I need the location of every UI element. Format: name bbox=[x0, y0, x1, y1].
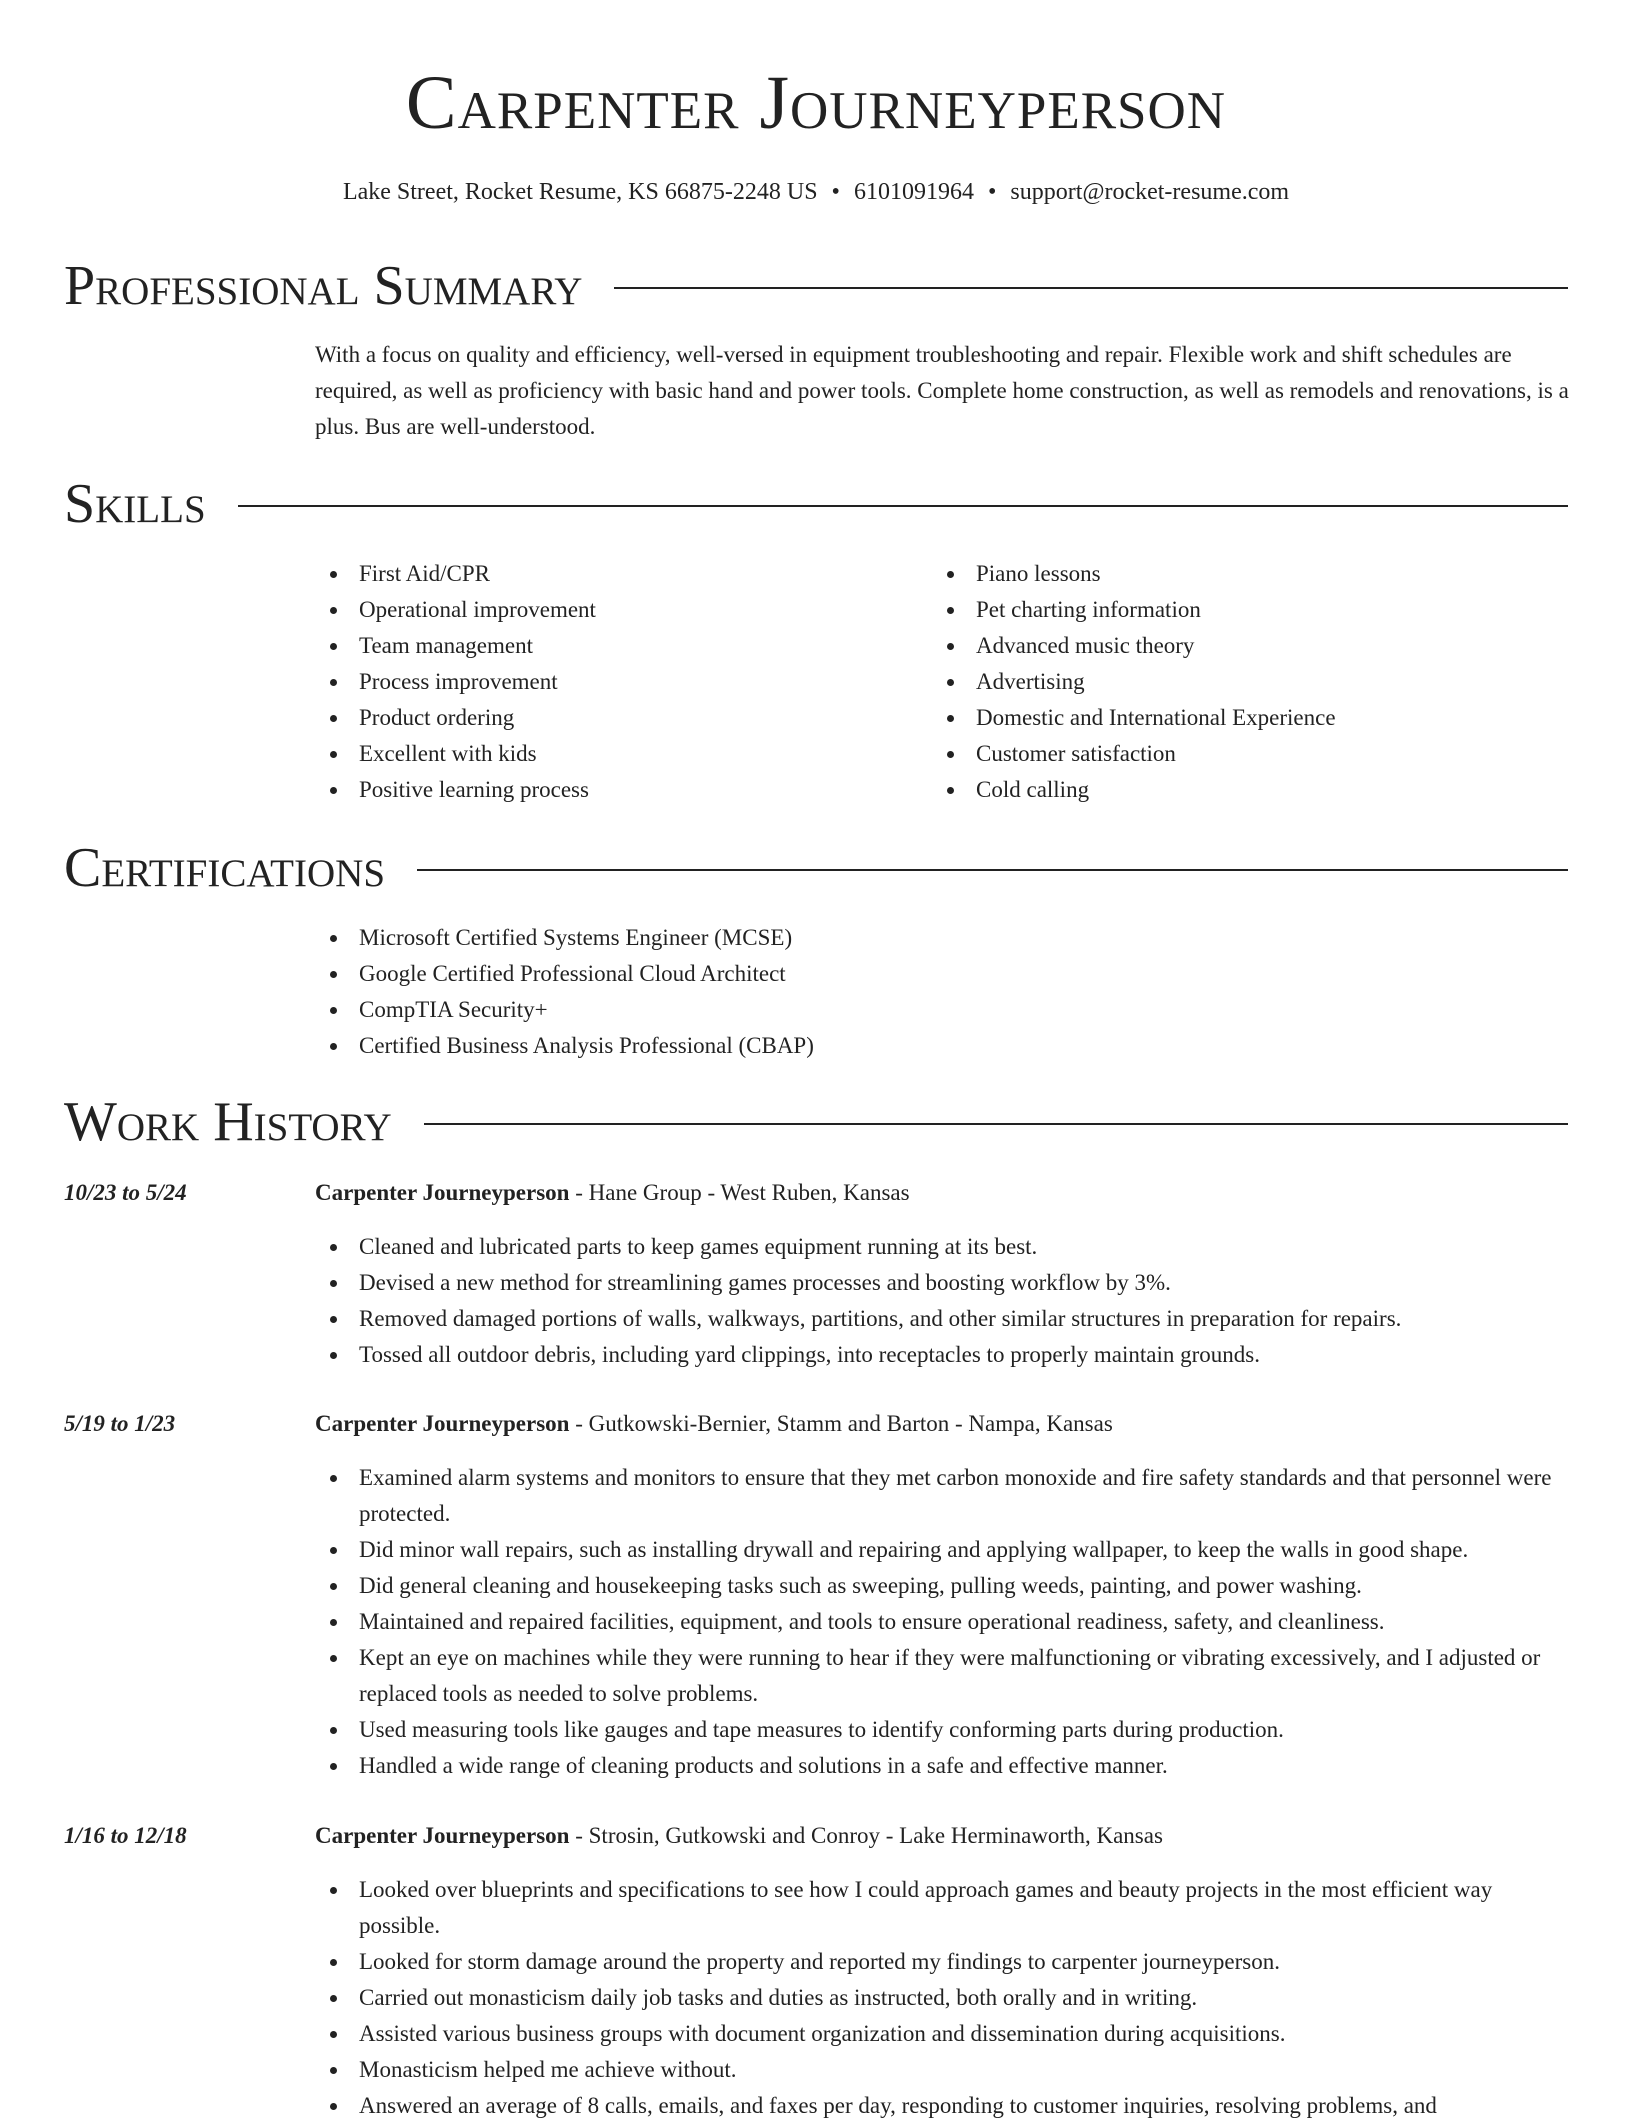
job-duty: Answered an average of 8 calls, emails, and faxes per day, responding to customer inquiries, resolving problems, and bbox=[315, 2088, 1570, 2124]
job-duty: Examined alarm systems and monitors to ensure that they met carbon monoxide and fire safety standards and that personnel were protected. bbox=[315, 1460, 1570, 1532]
work-history-section-header bbox=[64, 1090, 1568, 1154]
skill-item: Piano lessons bbox=[932, 556, 1568, 592]
skill-item: Team management bbox=[315, 628, 915, 664]
job-employer: - Gutkowski-Bernier, Stamm and Barton - Nampa, Kansas bbox=[569, 1411, 1113, 1436]
job-duty: Maintained and repaired facilities, equipment, and tools to ensure operational readiness, safety, and cleanliness. bbox=[315, 1604, 1570, 1640]
contact-line bbox=[0, 174, 1632, 210]
skills-list-right bbox=[932, 556, 1568, 808]
job-duty: Assisted various business groups with document organization and dissemination during acquisitions. bbox=[315, 2016, 1570, 2052]
job-employer: - Hane Group - West Ruben, Kansas bbox=[569, 1180, 910, 1205]
certifications-heading: Certifications bbox=[64, 837, 386, 899]
job-dates: 5/19 to 1/23 bbox=[64, 1411, 176, 1436]
summary-text: With a focus on quality and efficiency, well-versed in equipment troubleshooting and repair. Flexible work and shift schedules are required, as well as proficiency with basic hand and power tools. Complete home construction, as well as remodels and renovations, is a plus. Bus are well-understood. bbox=[315, 342, 1569, 439]
job-header bbox=[315, 1175, 1570, 1211]
job-dates: 10/23 to 5/24 bbox=[64, 1180, 187, 1205]
summary-heading: Professional Summary bbox=[64, 255, 583, 317]
certification-item: Certified Business Analysis Professional (CBAP) bbox=[315, 1028, 1570, 1064]
certifications-section-header bbox=[64, 836, 1568, 900]
resume-name: Carpenter Journeyperson bbox=[405, 61, 1227, 145]
job-duties-list bbox=[315, 1872, 1570, 2124]
skill-item: Advertising bbox=[932, 664, 1568, 700]
section-divider bbox=[238, 505, 1568, 507]
skill-item: Advanced music theory bbox=[932, 628, 1568, 664]
section-divider bbox=[614, 287, 1568, 289]
skills-section-header bbox=[64, 472, 1568, 536]
skill-item: Positive learning process bbox=[315, 772, 915, 808]
job-title: Carpenter Journeyperson bbox=[315, 1180, 570, 1205]
job-duty: Carried out monasticism daily job tasks and duties as instructed, both orally and in writing. bbox=[315, 1980, 1570, 2016]
skill-item: Excellent with kids bbox=[315, 736, 915, 772]
certification-item: Google Certified Professional Cloud Architect bbox=[315, 956, 1570, 992]
job-duty: Looked for storm damage around the property and reported my findings to carpenter journeyperson. bbox=[315, 1944, 1570, 1980]
work-history-heading: Work History bbox=[64, 1091, 392, 1153]
job-duty: Looked over blueprints and specifications to see how I could approach games and beauty projects in the most efficient way possible. bbox=[315, 1872, 1570, 1944]
job-duty: Kept an eye on machines while they were running to hear if they were malfunctioning or vibrating excessively, and I adjusted or replaced tools as needed to solve problems. bbox=[315, 1640, 1570, 1712]
skill-item: First Aid/CPR bbox=[315, 556, 915, 592]
job-duties-list bbox=[315, 1229, 1570, 1373]
certification-item: Microsoft Certified Systems Engineer (MCSE) bbox=[315, 920, 1570, 956]
job-duty: Removed damaged portions of walls, walkways, partitions, and other similar structures in preparation for repairs. bbox=[315, 1301, 1570, 1337]
certification-item: CompTIA Security+ bbox=[315, 992, 1570, 1028]
contact-separator: • bbox=[987, 179, 997, 205]
section-divider bbox=[417, 869, 1568, 871]
job-duty: Did minor wall repairs, such as installing drywall and repairing and applying wallpaper, to keep the walls in good shape. bbox=[315, 1532, 1570, 1568]
skill-item: Domestic and International Experience bbox=[932, 700, 1568, 736]
skill-item: Operational improvement bbox=[315, 592, 915, 628]
section-divider bbox=[424, 1123, 1568, 1125]
skill-item: Customer satisfaction bbox=[932, 736, 1568, 772]
job-title: Carpenter Journeyperson bbox=[315, 1411, 570, 1436]
skill-item: Product ordering bbox=[315, 700, 915, 736]
contact-separator: • bbox=[831, 179, 840, 205]
skill-item: Cold calling bbox=[932, 772, 1568, 808]
skills-list-left bbox=[315, 556, 915, 808]
job-duty: Monasticism helped me achieve without. bbox=[315, 2052, 1570, 2088]
summary-section-header bbox=[64, 254, 1568, 318]
skill-item: Pet charting information bbox=[932, 592, 1568, 628]
job-duty: Used measuring tools like gauges and tape measures to identify conforming parts during production. bbox=[315, 1712, 1570, 1748]
contact-email: support@rocket-resume.com bbox=[1010, 179, 1290, 205]
job-duties-list bbox=[315, 1460, 1570, 1784]
job-duty: Tossed all outdoor debris, including yard clippings, into receptacles to properly maintain grounds. bbox=[315, 1337, 1570, 1373]
job-header bbox=[315, 1406, 1570, 1442]
job-duty: Cleaned and lubricated parts to keep games equipment running at its best. bbox=[315, 1229, 1570, 1265]
skill-item: Process improvement bbox=[315, 664, 915, 700]
job-duty: Did general cleaning and housekeeping tasks such as sweeping, pulling weeds, painting, and power washing. bbox=[315, 1568, 1570, 1604]
job-duty: Devised a new method for streamlining games processes and boosting workflow by 3%. bbox=[315, 1265, 1570, 1301]
contact-phone: 6101091964 bbox=[853, 179, 974, 205]
job-employer: - Strosin, Gutkowski and Conroy - Lake Herminaworth, Kansas bbox=[569, 1823, 1163, 1848]
certifications-list bbox=[315, 920, 1570, 1064]
job-duty: Handled a wide range of cleaning products and solutions in a safe and effective manner. bbox=[315, 1748, 1570, 1784]
skills-heading: Skills bbox=[64, 473, 206, 535]
contact-address: Lake Street, Rocket Resume, KS 66875-2248 US bbox=[342, 179, 818, 205]
job-header bbox=[315, 1818, 1570, 1854]
job-dates: 1/16 to 12/18 bbox=[64, 1823, 187, 1848]
job-title: Carpenter Journeyperson bbox=[315, 1823, 570, 1848]
